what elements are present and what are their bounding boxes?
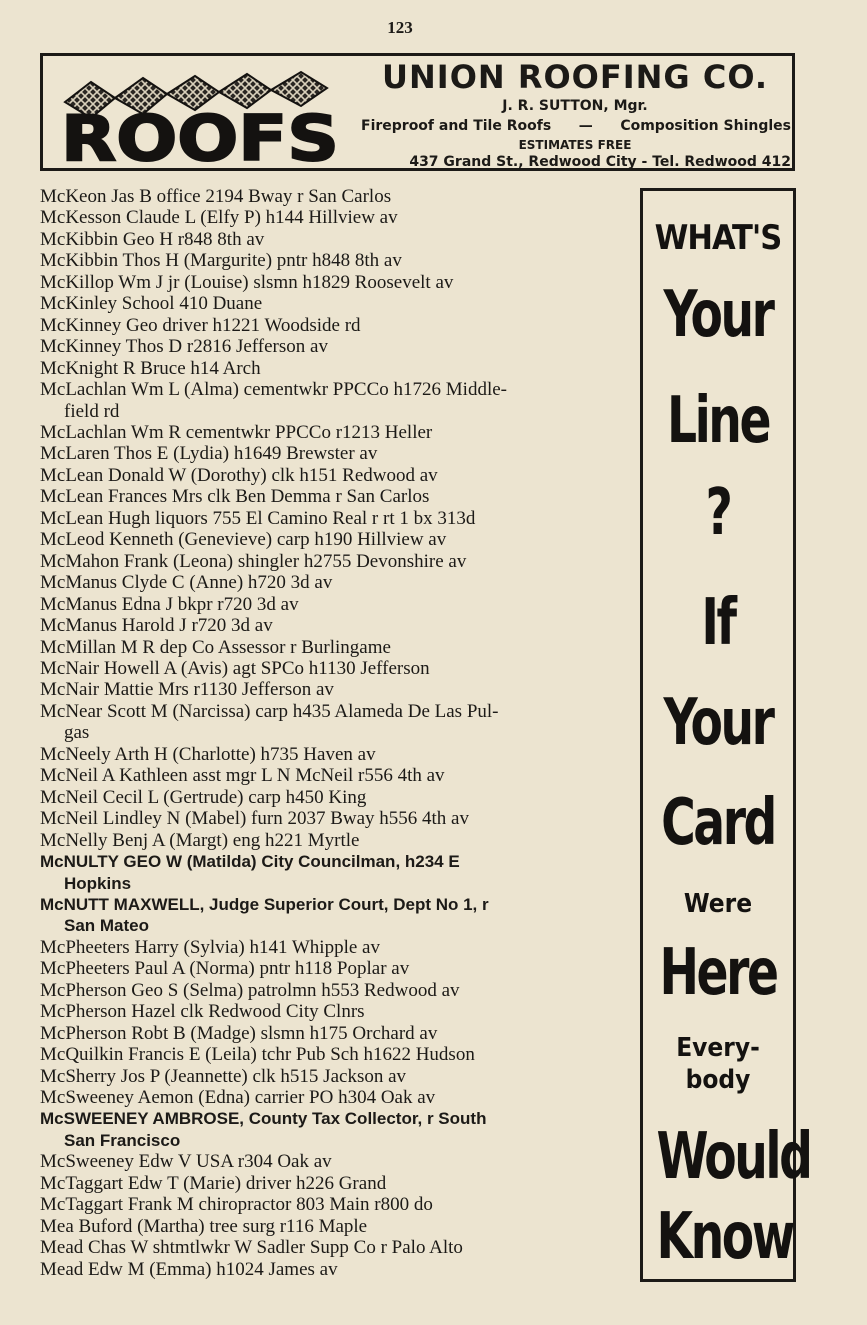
side-ad-word: Know	[656, 1200, 793, 1274]
directory-entry	[40, 637, 632, 658]
side-ad-word: Your	[663, 278, 773, 352]
entry-text: McNair Mattie Mrs r1130 Jefferson av	[40, 679, 334, 701]
ad-product-shingles: Composition Shingles	[620, 118, 791, 134]
entry-text: McPherson Hazel clk Redwood City Clnrs	[40, 1001, 365, 1023]
entry-text: McKnight R Bruce h14 Arch	[40, 357, 261, 379]
ad-product-dash: —	[578, 118, 593, 134]
entry-text: McPherson Geo S (Selma) patrolmn h553 Redwood av	[40, 979, 460, 1001]
directory-entry	[40, 894, 632, 937]
ad-address: 437 Grand St., Redwood City - Tel. Redwood 412	[409, 154, 791, 170]
directory-entry	[40, 615, 632, 636]
directory-entry	[40, 315, 632, 336]
entry-text: McKinney Thos D r2816 Jefferson av	[40, 336, 328, 358]
entry-text: Mead Edw M (Emma) h1024 James av	[40, 1258, 338, 1280]
entry-text: McTaggart Frank M chiropractor 803 Main r800 do	[40, 1194, 433, 1216]
entry-text: McLachlan Wm L (Alma) cementwkr PPCCo h1726 Middle-	[40, 379, 507, 401]
entry-continuation: Hopkins	[64, 873, 132, 893]
directory-entry	[40, 250, 632, 271]
entry-text: McSweeney Edw V USA r304 Oak av	[40, 1151, 332, 1173]
entry-text: McNeil Cecil L (Gertrude) carp h450 King	[40, 786, 367, 808]
page-number: 123	[387, 18, 413, 37]
directory-entry	[40, 1108, 632, 1151]
entry-text: Mea Buford (Martha) tree surg r116 Maple	[40, 1215, 368, 1237]
entry-text: McNeil Lindley N (Mabel) furn 2037 Bway h556 4th av	[40, 808, 469, 830]
directory-entry	[40, 980, 632, 1001]
entry-text: McLean Donald W (Dorothy) clk h151 Redwood av	[40, 464, 438, 486]
directory-entry	[40, 658, 632, 679]
entry-text: McNeely Arth H (Charlotte) h735 Haven av	[40, 743, 376, 765]
union-roofing-ad	[40, 53, 795, 171]
directory-entry	[40, 486, 632, 507]
directory-entry	[40, 572, 632, 593]
directory-entry	[40, 851, 632, 894]
entry-text: McManus Clyde C (Anne) h720 3d av	[40, 572, 333, 594]
directory-listings	[40, 186, 632, 1280]
directory-entry	[40, 1066, 632, 1087]
ad-products	[361, 118, 791, 134]
directory-entry	[40, 358, 632, 379]
directory-entry	[40, 1216, 632, 1237]
directory-entry	[40, 529, 632, 550]
side-ad-word: body	[685, 1065, 751, 1095]
entry-text: McManus Harold J r720 3d av	[40, 615, 273, 637]
entry-text: McNelly Benj A (Margt) eng h221 Myrtle	[40, 829, 360, 851]
side-ad-word: Here	[659, 936, 777, 1010]
entry-text: McKibbin Geo H r848 8th av	[40, 228, 265, 250]
entry-text: McNear Scott M (Narcissa) carp h435 Alameda De Las Pul-	[40, 700, 499, 722]
entry-text: McNULTY GEO W (Matilda) City Councilman, h234 E	[40, 852, 460, 872]
directory-entry	[40, 465, 632, 486]
side-ad-word: ?	[705, 476, 731, 550]
side-ad-word: Every-	[676, 1033, 760, 1063]
directory-entry	[40, 1173, 632, 1194]
roofs-logo	[57, 68, 345, 166]
side-advertisement	[640, 188, 811, 1282]
entry-text: McSweeney Aemon (Edna) carrier PO h304 Oak av	[40, 1087, 436, 1109]
directory-entry	[40, 765, 632, 786]
entry-text: McLeod Kenneth (Genevieve) carp h190 Hillview av	[40, 529, 447, 551]
directory-entry	[40, 379, 632, 422]
directory-entry	[40, 443, 632, 464]
directory-entry	[40, 1023, 632, 1044]
entry-continuation: gas	[64, 722, 90, 744]
directory-entry	[40, 272, 632, 293]
ad-product-tile: Fireproof and Tile Roofs	[361, 118, 552, 134]
entry-text: McLean Frances Mrs clk Ben Demma r San Carlos	[40, 486, 430, 508]
entry-text: McKinley School 410 Duane	[40, 293, 263, 315]
entry-text: McLaren Thos E (Lydia) h1649 Brewster av	[40, 443, 378, 465]
side-ad-word: Card	[661, 786, 775, 860]
entry-text: McKillop Wm J jr (Louise) slsmn h1829 Roosevelt av	[40, 271, 454, 293]
side-ad-word: Would	[656, 1120, 811, 1194]
directory-entry	[40, 594, 632, 615]
directory-entry	[40, 422, 632, 443]
directory-entry	[40, 1087, 632, 1108]
directory-entry	[40, 293, 632, 314]
entry-text: McPheeters Harry (Sylvia) h141 Whipple av	[40, 936, 380, 958]
directory-entry	[40, 701, 632, 744]
entry-text: Mead Chas W shtmtlwkr W Sadler Supp Co r Palo Alto	[40, 1237, 463, 1259]
directory-entry	[40, 787, 632, 808]
directory-entry	[40, 1044, 632, 1065]
directory-entry	[40, 937, 632, 958]
roofs-logo-text: ROOFS	[61, 102, 339, 166]
entry-text: McMahon Frank (Leona) shingler h2755 Devonshire av	[40, 550, 467, 572]
entry-text: McMillan M R dep Co Assessor r Burlingame	[40, 636, 391, 658]
entry-text: McPherson Robt B (Madge) slsmn h175 Orchard av	[40, 1022, 438, 1044]
directory-entry	[40, 1151, 632, 1172]
directory-entry	[40, 1001, 632, 1022]
entry-text: McQuilkin Francis E (Leila) tchr Pub Sch h1622 Hudson	[40, 1044, 475, 1066]
directory-entry	[40, 336, 632, 357]
directory-entry	[40, 679, 632, 700]
directory-entry	[40, 1259, 632, 1280]
directory-entry	[40, 186, 632, 207]
ad-company-name: UNION ROOFING CO.	[382, 58, 768, 96]
directory-entry	[40, 808, 632, 829]
directory-entry	[40, 1237, 632, 1258]
side-ad-word: Line	[666, 384, 770, 458]
entry-text: McKeon Jas B office 2194 Bway r San Carlos	[40, 186, 392, 207]
directory-entry	[40, 551, 632, 572]
side-ad-word: WHAT'S	[654, 218, 782, 258]
entry-text: McNUTT MAXWELL, Judge Superior Court, Dept No 1, r	[40, 894, 489, 914]
entry-text: McManus Edna J bkpr r720 3d av	[40, 593, 299, 615]
directory-entry	[40, 229, 632, 250]
side-ad-word: Your	[663, 686, 773, 760]
entry-text: McLean Hugh liquors 755 El Camino Real r rt 1 bx 313d	[40, 507, 476, 529]
entry-text: McKesson Claude L (Elfy P) h144 Hillview av	[40, 207, 398, 229]
entry-text: McSWEENEY AMBROSE, County Tax Collector, r South	[40, 1109, 487, 1129]
ad-estimates: ESTIMATES FREE	[518, 138, 632, 152]
entry-text: McPheeters Paul A (Norma) pntr h118 Poplar av	[40, 958, 410, 980]
directory-entry	[40, 744, 632, 765]
directory-entry	[40, 508, 632, 529]
entry-continuation: field rd	[64, 400, 120, 422]
directory-entry	[40, 1194, 632, 1215]
directory-entry	[40, 207, 632, 228]
entry-text: McTaggart Edw T (Marie) driver h226 Grand	[40, 1172, 387, 1194]
directory-entry	[40, 830, 632, 851]
entry-continuation: San Francisco	[64, 1130, 181, 1150]
directory-entry	[40, 958, 632, 979]
entry-text: McNeil A Kathleen asst mgr L N McNeil r556 4th av	[40, 765, 445, 787]
entry-continuation: San Mateo	[64, 916, 150, 936]
side-ad-word: Were	[683, 889, 753, 919]
entry-text: McKinney Geo driver h1221 Woodside rd	[40, 314, 361, 336]
side-ad-word: If	[701, 586, 735, 660]
ad-manager: J. R. SUTTON, Mgr.	[502, 98, 648, 114]
entry-text: McLachlan Wm R cementwkr PPCCo r1213 Heller	[40, 421, 433, 443]
entry-text: McSherry Jos P (Jeannette) clk h515 Jackson av	[40, 1065, 407, 1087]
entry-text: McKibbin Thos H (Margurite) pntr h848 8th av	[40, 250, 402, 272]
entry-text: McNair Howell A (Avis) agt SPCo h1130 Jefferson	[40, 657, 430, 679]
